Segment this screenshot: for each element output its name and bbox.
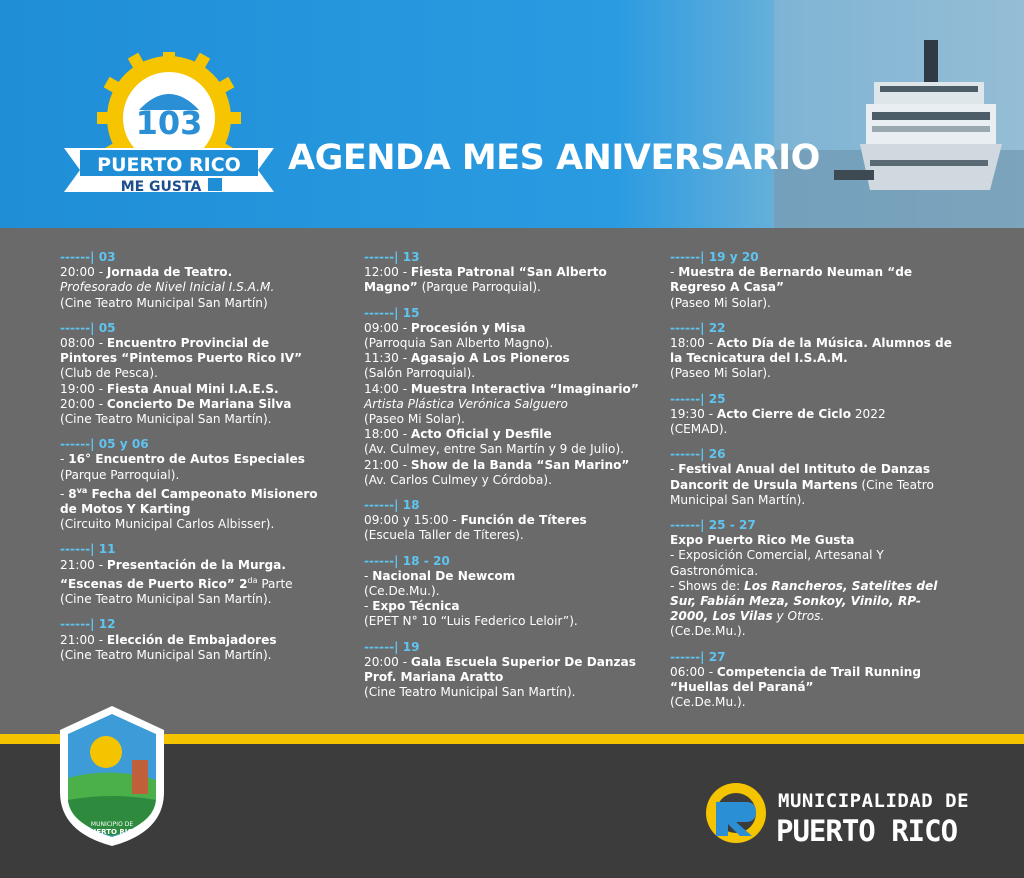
agenda-line <box>364 382 664 397</box>
agenda-text: Competencia de Trail Running <box>716 664 921 679</box>
agenda-line <box>60 280 360 295</box>
agenda-text: Fecha del Campeonato Misionero <box>87 486 318 501</box>
agenda-date: ------| 11 <box>60 542 116 557</box>
agenda-line <box>670 548 970 563</box>
agenda-text: Fiesta Patronal “San Alberto <box>410 265 607 280</box>
agenda-text: (Cine Teatro Municipal San Martín) <box>60 295 268 310</box>
agenda-text: 21:00 - <box>60 632 107 647</box>
agenda-line <box>60 412 360 427</box>
agenda-text: Regreso A Casa” <box>670 280 784 295</box>
agenda-text: Nacional De Newcom <box>372 568 516 583</box>
agenda-line <box>364 321 664 336</box>
agenda-text: 16° Encuentro de Autos Especiales <box>68 452 305 467</box>
agenda-text: Dancorit de Ursula Martens <box>670 477 858 492</box>
agenda-text: la Tecnicatura del I.S.A.M. <box>670 351 848 366</box>
agenda-text: 2 <box>239 576 248 591</box>
agenda-text: de Motos Y Karting <box>60 502 191 517</box>
agenda-line <box>364 685 664 700</box>
agenda-text: Show de la Banda “San Marino” <box>410 457 630 472</box>
agenda-date: ------| 19 y 20 <box>670 250 759 264</box>
agenda-text: - <box>670 265 679 280</box>
agenda-date: ------| 12 <box>60 617 116 632</box>
agenda-line <box>670 493 970 508</box>
agenda-text: Elección de Embajadores <box>106 632 277 647</box>
municipalidad-line2: PUERTO RICO <box>776 814 958 848</box>
agenda-text: (Ce.De.Mu.). <box>670 624 746 639</box>
agenda-day <box>364 640 664 701</box>
agenda-text: 18:00 - <box>670 336 717 351</box>
agenda-text: (Cine Teatro Municipal San Martín). <box>60 412 272 427</box>
agenda-column-3 <box>670 250 970 720</box>
agenda-text: Los Rancheros, Satelites del <box>744 578 938 593</box>
agenda-text: (Club de Pesca). <box>60 366 158 381</box>
agenda-text: Expo Puerto Rico Me Gusta <box>670 533 855 548</box>
agenda-text: Magno” <box>364 280 418 295</box>
agenda-line <box>60 351 360 366</box>
agenda-date: ------| 19 <box>364 639 420 654</box>
agenda-text: 14:00 - <box>364 381 411 396</box>
agenda-text: Festival Anual del Intituto de Danzas <box>678 462 931 477</box>
agenda-text: Otros. <box>787 609 825 624</box>
agenda-line <box>670 609 970 624</box>
agenda-text: - <box>60 452 69 467</box>
agenda-text: - <box>364 568 373 583</box>
agenda-line <box>670 564 970 579</box>
agenda-text: “Escenas de Puerto Rico” <box>60 576 240 591</box>
agenda-line <box>364 569 664 584</box>
agenda-line <box>364 397 664 412</box>
agenda-line <box>364 599 664 614</box>
agenda-text: Concierto De Mariana Silva <box>106 396 292 411</box>
agenda-text: (Ce.De.Mu.). <box>364 584 440 599</box>
svg-text:PUERTO RICO: PUERTO RICO <box>97 154 241 176</box>
agenda-text: 09:00 - <box>364 320 411 335</box>
agenda-day <box>60 542 360 607</box>
agenda-line <box>60 366 360 381</box>
header-banner <box>0 0 1024 228</box>
agenda-text: (Cine Teatro Municipal San Martín). <box>60 647 272 662</box>
agenda-line <box>60 633 360 648</box>
svg-text:MUNICIPIO DE: MUNICIPIO DE <box>90 821 134 828</box>
agenda-line <box>60 483 360 502</box>
agenda-line <box>60 468 360 483</box>
agenda-date: ------| 13 <box>364 250 420 264</box>
agenda-text: 12:00 - <box>364 265 411 280</box>
agenda-text: Gala Escuela Superior De Danzas <box>410 654 636 669</box>
agenda-text: - Exposición Comercial, Artesanal Y <box>670 548 884 563</box>
agenda-text: 08:00 - <box>60 336 107 351</box>
agenda-date: ------| 05 y 06 <box>60 437 149 452</box>
agenda-text: Función de Títeres <box>460 513 587 528</box>
agenda-text: Prof. Mariana Aratto <box>364 670 504 685</box>
agenda-line <box>670 462 970 477</box>
agenda-line <box>670 336 970 351</box>
agenda-text: 20:00 - <box>60 265 107 280</box>
agenda-text: Muestra Interactiva “Imaginario” <box>410 381 639 396</box>
agenda-text: (Ce.De.Mu.). <box>670 695 746 710</box>
agenda-text: Agasajo A Los Pioneros <box>410 351 570 366</box>
agenda-text: Municipal San Martín). <box>670 492 806 507</box>
agenda-text: 21:00 - <box>60 557 107 572</box>
agenda-text: (EPET N° 10 “Luis Federico Leloir”). <box>364 614 578 629</box>
agenda-day <box>670 518 970 640</box>
agenda-line <box>670 478 970 493</box>
agenda-text: Presentación de la Murga. <box>106 557 286 572</box>
agenda-text: Acto Oficial y Desfile <box>410 427 552 442</box>
agenda-text: - <box>364 599 373 614</box>
agenda-text: 21:00 - <box>364 457 411 472</box>
agenda-line <box>364 614 664 629</box>
agenda-text: Encuentro Provincial de <box>106 336 270 351</box>
agenda-text: Acto Día de la Música. Alumnos de <box>716 336 952 351</box>
agenda-line <box>670 407 970 422</box>
agenda-text: (Parque Parroquial). <box>60 467 180 482</box>
agenda-day <box>60 437 360 532</box>
agenda-day <box>364 554 664 630</box>
agenda-day <box>364 250 664 296</box>
agenda-line <box>670 296 970 311</box>
agenda-line <box>60 558 360 573</box>
agenda-column-2 <box>364 250 664 710</box>
agenda-text: Pintores “Pintemos Puerto Rico IV” <box>60 351 303 366</box>
agenda-text: Muestra de Bernardo Neuman “de <box>678 265 913 280</box>
agenda-line <box>60 382 360 397</box>
agenda-text: Procesión y Misa <box>410 320 526 335</box>
agenda-text: (Cine Teatro Municipal San Martín). <box>60 592 272 607</box>
agenda-text: 09:00 y 15:00 - <box>364 513 461 528</box>
agenda-day <box>670 650 970 711</box>
agenda-day <box>670 250 970 311</box>
agenda-text: Acto Cierre de Ciclo <box>716 406 852 421</box>
agenda-text: da <box>247 575 258 585</box>
page-title: AGENDA MES ANIVERSARIO <box>288 138 820 178</box>
agenda-date: ------| 15 <box>364 305 420 320</box>
agenda-column-1 <box>60 250 360 673</box>
agenda-line <box>60 592 360 607</box>
agenda-text: (Paseo Mi Solar). <box>670 366 771 381</box>
agenda-text: 8 <box>68 486 77 501</box>
agenda-date: ------| 18 - 20 <box>364 553 450 568</box>
agenda-date: ------| 22 <box>670 320 726 335</box>
svg-text:103: 103 <box>135 104 203 142</box>
agenda-line <box>364 528 664 543</box>
thumbs-up-icon <box>208 178 222 191</box>
agenda-line <box>364 351 664 366</box>
agenda-line <box>364 412 664 427</box>
agenda-text: (Av. Carlos Culmey y Córdoba). <box>364 472 552 487</box>
agenda-text: 11:30 - <box>364 351 411 366</box>
steamboat-photo <box>774 0 1024 228</box>
agenda-day <box>364 306 664 488</box>
agenda-text: Profesorado de Nivel Inicial I.S.A.M. <box>60 280 275 295</box>
agenda-line <box>670 265 970 280</box>
agenda-text: 19:00 - <box>60 381 107 396</box>
agenda-text: - <box>60 486 69 501</box>
agenda-day <box>670 321 970 382</box>
agenda-text: (Parroquia San Alberto Magno). <box>364 336 554 351</box>
agenda-day <box>60 250 360 311</box>
puerto-rico-me-gusta-logo <box>58 52 280 202</box>
agenda-line <box>60 573 360 592</box>
agenda-line <box>60 265 360 280</box>
agenda-text: 2000, Los Vilas <box>670 609 773 624</box>
agenda-text: - Shows de: <box>670 578 745 593</box>
agenda-line <box>364 513 664 528</box>
agenda-text: Expo Técnica <box>372 599 460 614</box>
agenda-text: Fiesta Anual Mini I.A.E.S. <box>106 381 279 396</box>
agenda-day <box>364 498 664 544</box>
agenda-text: y <box>772 609 788 624</box>
agenda-day <box>670 447 970 508</box>
agenda-line <box>670 366 970 381</box>
agenda-text: (Av. Culmey, entre San Martín y 9 de Julio). <box>364 442 625 457</box>
agenda-text: - <box>670 462 679 477</box>
agenda-date: ------| 18 <box>364 498 420 513</box>
agenda-line <box>670 594 970 609</box>
agenda-date: ------| 26 <box>670 447 726 462</box>
agenda-line <box>364 427 664 442</box>
agenda-day <box>670 392 970 438</box>
agenda-line <box>364 473 664 488</box>
agenda-date: ------| 03 <box>60 250 116 264</box>
agenda-line <box>670 680 970 695</box>
agenda-text: (Escuela Taller de Títeres). <box>364 528 524 543</box>
agenda-text: 2022 <box>851 406 886 421</box>
agenda-line <box>364 655 664 670</box>
municipal-crest-icon <box>54 700 170 850</box>
agenda-line <box>364 366 664 381</box>
agenda-text: 20:00 - <box>60 396 107 411</box>
agenda-text: (Paseo Mi Solar). <box>364 412 465 427</box>
agenda-text: (Cine Teatro Municipal San Martín). <box>364 685 576 700</box>
agenda-line <box>60 296 360 311</box>
agenda-line <box>670 695 970 710</box>
agenda-line <box>670 422 970 437</box>
svg-text:PUERTO RICO: PUERTO RICO <box>85 828 139 836</box>
agenda-line <box>364 336 664 351</box>
agenda-day <box>60 617 360 663</box>
agenda-line <box>670 579 970 594</box>
agenda-date: ------| 27 <box>670 649 726 664</box>
agenda-line <box>364 280 664 295</box>
agenda-day <box>60 321 360 427</box>
agenda-line <box>364 670 664 685</box>
municipalidad-line1: MUNICIPALIDAD DE <box>778 790 970 812</box>
agenda-text: (Paseo Mi Solar). <box>670 295 771 310</box>
municipalidad-gear-icon <box>700 778 772 848</box>
agenda-text: (CEMAD). <box>670 422 728 437</box>
agenda-text: Sur, Fabián Meza, Sonkoy, Vinilo, RP- <box>670 594 921 609</box>
municipalidad-logo <box>700 778 970 848</box>
agenda-line <box>60 452 360 467</box>
agenda-text: “Huellas del Paraná” <box>670 680 814 695</box>
agenda-date: ------| 25 <box>670 391 726 406</box>
agenda-text: Parte <box>257 576 293 591</box>
agenda-text: (Cine Teatro <box>857 477 934 492</box>
agenda-text: (Salón Parroquial). <box>364 366 476 381</box>
agenda-line <box>670 280 970 295</box>
agenda-date: ------| 25 - 27 <box>670 518 756 533</box>
agenda-line <box>364 265 664 280</box>
agenda-line <box>60 517 360 532</box>
agenda-text: 18:00 - <box>364 427 411 442</box>
agenda-text: Artista Plástica Verónica Salguero <box>364 396 568 411</box>
agenda-text: Gastronómica. <box>670 563 759 578</box>
agenda-line <box>364 584 664 599</box>
agenda-line <box>670 665 970 680</box>
agenda-line <box>60 397 360 412</box>
agenda-line <box>670 351 970 366</box>
agenda-line <box>364 458 664 473</box>
agenda-line <box>670 533 970 548</box>
agenda-line <box>670 624 970 639</box>
agenda-line <box>60 336 360 351</box>
agenda-text: (Circuito Municipal Carlos Albisser). <box>60 517 275 532</box>
svg-text:MISIONES: MISIONES <box>99 837 125 843</box>
agenda-text: 19:30 - <box>670 406 717 421</box>
agenda-text: 06:00 - <box>670 664 717 679</box>
agenda-line <box>60 648 360 663</box>
agenda-text: 20:00 - <box>364 654 411 669</box>
svg-text:ME GUSTA: ME GUSTA <box>120 179 202 195</box>
agenda-text: (Parque Parroquial). <box>417 280 541 295</box>
agenda-text: Jornada de Teatro. <box>106 265 233 280</box>
agenda-text: va <box>76 485 88 495</box>
agenda-line <box>364 442 664 457</box>
agenda-line <box>60 502 360 517</box>
agenda-date: ------| 05 <box>60 320 116 335</box>
